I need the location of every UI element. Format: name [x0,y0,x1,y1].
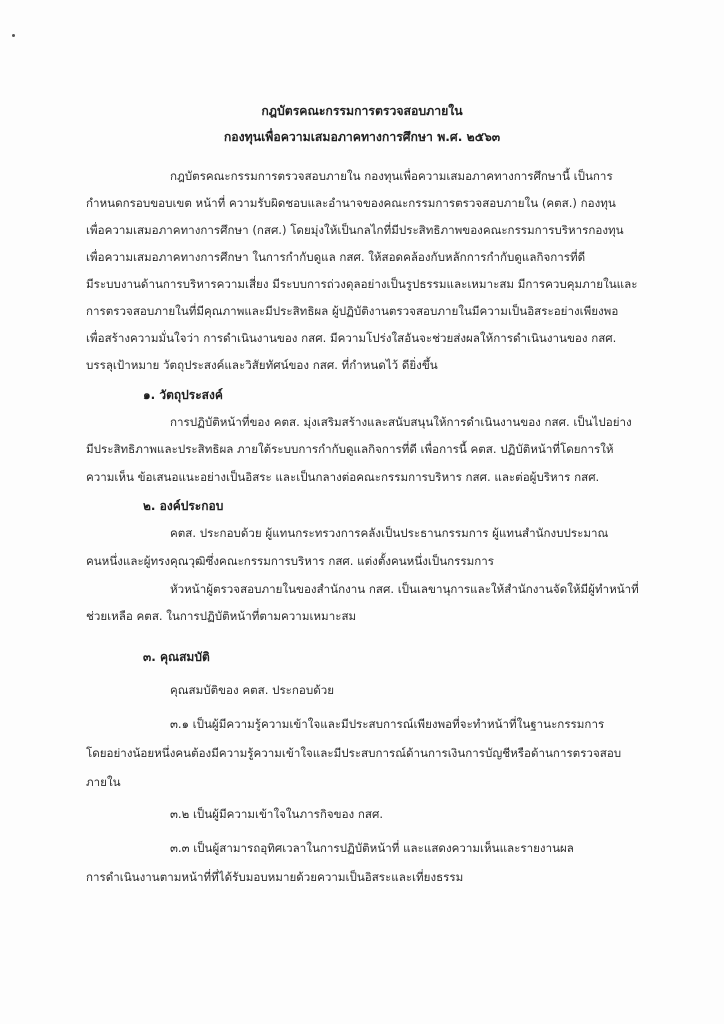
section2-line: ช่วยเหลือ คตส. ในการปฏิบัติหน้าที่ตามความเหมาะสม [86,609,357,623]
intro-line: มีระบบงานด้านการบริหารความเสี่ยง มีระบบการถ่วงดุลอย่างเป็นรูปธรรมและเหมาะสม มีการควบคุมภายในและ [86,277,638,291]
section2-line: คนหนึ่งและผู้ทรงคุณวุฒิซึ่งคณะกรรมการบริหาร กสศ. แต่งตั้งคนหนึ่งเป็นกรรมการ [86,554,495,568]
intro-line: กำหนดกรอบขอบเขต หน้าที่ ความรับผิดชอบและอำนาจของคณะกรรมการตรวจสอบภายใน (คตส.) กองทุน [86,196,616,210]
section3-item: ๓.๓ เป็นผู้สามารถอุทิศเวลาในการปฏิบัติหน้าที่ และแสดงความเห็นและรายงานผล [170,841,574,855]
intro-line: เพื่อความเสมอภาคทางการศึกษา ในการกำกับดูแล กสศ. ให้สอดคล้องกับหลักการกำกับดูแลกิจการที่ดี [86,250,586,264]
section-heading-composition: ๒. องค์ประกอบ [143,499,224,513]
section3-line: โดยอย่างน้อยหนึ่งคนต้องมีความรู้ความเข้าใจและมีประสบการณ์ด้านการเงินการบัญชีหรือด้านการตรวจสอบ [86,746,622,760]
document-subtitle: กองทุนเพื่อความเสมอภาคทางการศึกษา พ.ศ. ๒๕๖๓ [223,130,501,144]
section-heading-qualifications: ๓. คุณสมบัติ [143,650,210,664]
intro-line: เพื่อความเสมอภาคทางการศึกษา (กสศ.) โดยมุ่งให้เป็นกลไกที่มีประสิทธิภาพของคณะกรรมการบริหารกองทุน [86,223,624,237]
section3-item: ๓.๒ เป็นผู้มีความเข้าใจในภารกิจของ กสศ. [170,807,384,821]
section3-line: คุณสมบัติของ คตส. ประกอบด้วย [170,683,335,697]
section2-line: หัวหน้าผู้ตรวจสอบภายในของสำนักงาน กสศ. เป็นเลขานุการและให้สำนักงานจัดให้มีผู้ทำหน้าที่ [170,582,639,596]
section1-line: ความเห็น ข้อเสนอแนะอย่างเป็นอิสระ และเป็นกลางต่อคณะกรรมการบริหาร กสศ. และต่อผู้บริหาร กสศ. [86,470,600,484]
scan-speck [12,34,15,37]
section3-item: ๓.๑ เป็นผู้มีความรู้ความเข้าใจและมีประสบการณ์เพียงพอที่จะทำหน้าที่ในฐานะกรรมการ [170,717,605,731]
document-title: กฎบัตรคณะกรรมการตรวจสอบภายใน [261,104,463,118]
section3-line: ภายใน [86,775,121,789]
intro-line: บรรลุเป้าหมาย วัตถุประสงค์และวิสัยทัศน์ของ กสศ. ที่กำหนดไว้ ดียิ่งขึ้น [86,358,438,372]
intro-line: กฎบัตรคณะกรรมการตรวจสอบภายใน กองทุนเพื่อความเสมอภาคทางการศึกษานี้ เป็นการ [170,169,613,183]
section3-line: การดำเนินงานตามหน้าที่ที่ได้รับมอบหมายด้วยความเป็นอิสระและเที่ยงธรรม [86,870,464,884]
section1-line: การปฏิบัติหน้าที่ของ คตส. มุ่งเสริมสร้างและสนับสนุนให้การดำเนินงานของ กสศ. เป็นไปอย่าง [170,415,632,429]
section2-line: คตส. ประกอบด้วย ผู้แทนกระทรวงการคลังเป็นประธานกรรมการ ผู้แทนสำนักงบประมาณ [170,526,609,540]
intro-line: เพื่อสร้างความมั่นใจว่า การดำเนินงานของ กสศ. มีความโปร่งใสอันจะช่วยส่งผลให้การดำเนินงานของ กสศ. [86,331,617,345]
section1-line: มีประสิทธิภาพและประสิทธิผล ภายใต้ระบบการกำกับดูแลกิจการที่ดี เพื่อการนี้ คตส. ปฏิบัติหน้าที่โดยการให้ [86,442,614,456]
section-heading-objectives: ๑. วัตถุประสงค์ [143,388,223,402]
intro-line: การตรวจสอบภายในที่มีคุณภาพและมีประสิทธิผล ผู้ปฏิบัติงานตรวจสอบภายในมีความเป็นอิสระอย่างเพียงพอ [86,304,619,318]
